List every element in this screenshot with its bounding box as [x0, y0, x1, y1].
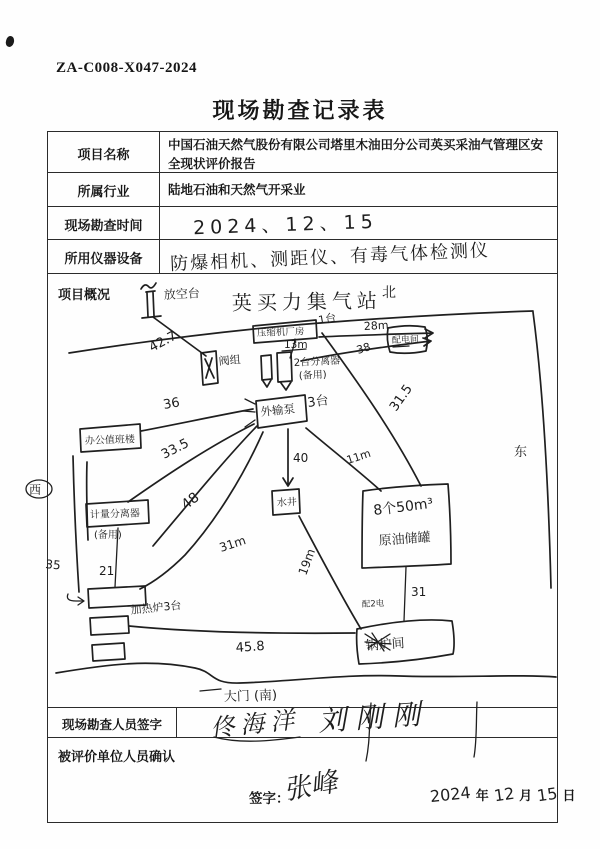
label-confirm: 被评价单位人员确认 [58, 749, 176, 764]
scan-speck [4, 35, 15, 48]
label-survey-time: 现场勘查时间 [64, 218, 143, 233]
sketch-gate-label: 大门 (南) [223, 688, 278, 705]
sketch-station-title: 英买力集气站 [231, 288, 383, 315]
row-divider [48, 707, 557, 708]
distance-42-7: 42.7 [146, 328, 180, 356]
sketch-office-label: 办公值班楼 [84, 434, 136, 447]
date-year: 2024 [429, 782, 472, 807]
sketch-separators-label: 2台分离器 [293, 355, 341, 369]
sketch-boiler-room-label: 锅炉间 [365, 636, 406, 654]
sketch-heaters-label: 加热炉3台 [129, 598, 183, 617]
sketch-well-label: 水井 [276, 496, 298, 509]
label-project-overview: 项目概况 [58, 287, 111, 302]
row-divider [48, 206, 557, 207]
sketch-pump-house-label: 外输泵 [259, 401, 296, 419]
value-project-name: 中国石油天然气股份有限公司塔里木油田分公司英买采油气管理区安全现状评价报告 [168, 138, 544, 172]
sketch-compressor-label: 压缩机厂房 [256, 326, 305, 339]
label-surveyor-signature: 现场勘查人员签字 [61, 718, 162, 732]
distance-33-5: 33.5 [159, 436, 192, 463]
sketch-tank-label: 原油储罐 [378, 530, 432, 549]
label-industry: 所属行业 [77, 184, 130, 199]
date-year-unit: 年 [475, 788, 489, 803]
handwritten-survey-date: 2024、12、15 [192, 210, 379, 240]
confirm-date [429, 782, 576, 807]
distance-31-5: 31.5 [386, 381, 416, 415]
sketch-boiler-note: 配2电 [361, 598, 385, 610]
sign-here-label: 签字： [249, 791, 290, 806]
sketch-separators-note: (备用) [298, 369, 327, 382]
distance-31: 31 [411, 585, 427, 599]
sketch-flare-label: 放空台 [163, 286, 201, 302]
surveyor-signature-2: 刘刚刚 [317, 697, 431, 738]
compass-east-label: 东 [514, 445, 528, 460]
column-divider [176, 707, 177, 737]
distance-38: 38 [354, 340, 373, 357]
compass-north-label: 北 [382, 285, 396, 301]
compass-west-label: 西 [29, 483, 42, 497]
date-day: 15 [535, 783, 559, 806]
column-divider [159, 132, 160, 273]
distance-19m: 19m [295, 546, 319, 578]
sketch-metering-note: (备用) [94, 530, 122, 541]
distance-28m: 28m [363, 318, 389, 333]
distance-45-8: 45.8 [235, 639, 266, 656]
distance-36: 36 [162, 395, 181, 413]
date-month: 12 [492, 783, 516, 806]
distance-11m: 11m [344, 446, 373, 467]
distance-13m: 13m [284, 339, 308, 351]
page-title: 现场勘查记录表 [212, 98, 388, 123]
label-instruments: 所用仪器设备 [64, 251, 143, 266]
distance-40: 40 [293, 451, 309, 465]
handwritten-instruments: 防爆相机、测距仪、有毒气体检测仪 [169, 240, 491, 275]
date-day-unit: 日 [562, 788, 576, 803]
sketch-valve-group-label: 阀组 [218, 353, 242, 368]
date-month-unit: 月 [519, 788, 533, 803]
surveyor-signature-1: 佟海洋 [209, 705, 302, 743]
distance-48: 48 [178, 489, 203, 514]
sketch-tank-volume: 8个50m³ [372, 495, 435, 519]
label-project-name: 项目名称 [77, 147, 130, 162]
sketch-power-room-label: 配电间 [391, 335, 420, 346]
sketch-compressor-count: 1台 [317, 311, 338, 327]
row-divider [48, 737, 557, 738]
document-code: ZA-C008-X047-2024 [56, 60, 197, 76]
sketch-pump-count: 3台 [306, 393, 330, 411]
value-industry: 陆地石油和天然气开采业 [168, 183, 306, 197]
row-divider [48, 273, 557, 274]
distance-21: 21 [99, 564, 115, 578]
sketch-metering-label: 计量分离器 [89, 508, 141, 521]
distance-35: 35 [44, 557, 62, 573]
confirm-signature: 张峰 [281, 766, 340, 807]
distance-31m: 31m [217, 533, 248, 555]
